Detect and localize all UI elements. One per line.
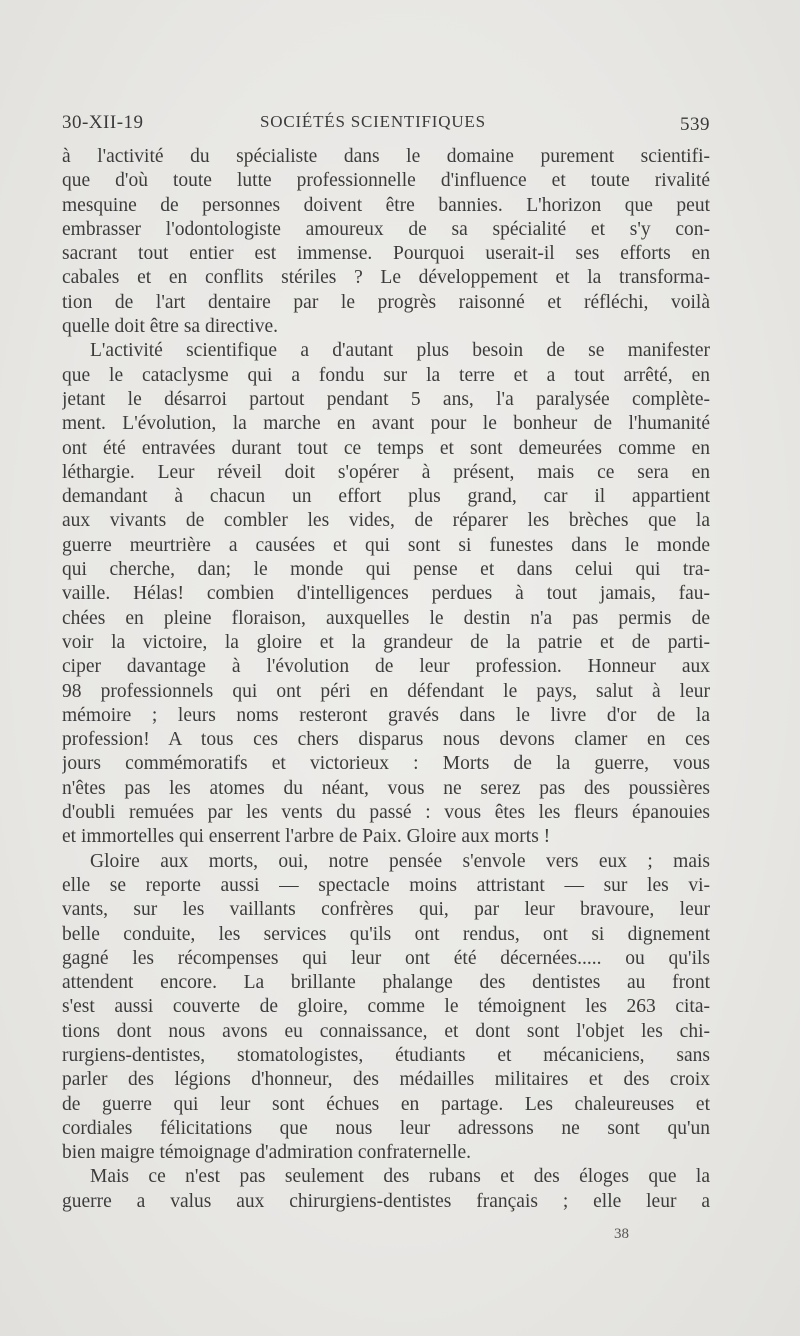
text-line: de guerre qui leur sont échues en partage. Les chaleureuses et [62,1093,710,1115]
signature-mark: 38 [614,1226,629,1242]
text-line: et immortelles qui enserrent l'arbre de Paix. Gloire aux morts ! [62,826,551,848]
text-line: Gloire aux morts, oui, notre pensée s'envole vers eux ; mais [90,850,710,872]
text-line: L'activité scientifique a d'autant plus besoin de se manifester [90,340,710,362]
header-title: SOCIÉTÉS SCIENTIFIQUES [260,112,486,131]
text-line: jetant le désarroi partout pendant 5 ans, l'a paralysée complète- [62,388,710,410]
text-line: gagné les récompenses qui leur ont été décernées..... ou qu'ils [62,947,710,969]
text-line: guerre meurtrière a causées et qui sont si funestes dans le monde [62,534,710,556]
text-line: ont été entravées durant tout ce temps et sont demeurées comme en [62,437,710,459]
text-line: quelle doit être sa directive. [62,316,279,338]
text-line: léthargie. Leur réveil doit s'opérer à présent, mais ce sera en [62,461,710,483]
text-line: vaille. Hélas! combien d'intelligences perdues à tout jamais, fau- [62,583,710,605]
text-line: que d'où toute lutte professionnelle d'influence et toute rivalité [62,170,710,192]
text-line: sacrant tout entier est immense. Pourquoi userait-il ses efforts en [62,243,710,265]
text-line: ment. L'évolution, la marche en avant pour le bonheur de l'humanité [62,413,710,435]
text-line: Mais ce n'est pas seulement des rubans et des éloges que la [90,1166,710,1188]
text-line: 98 professionnels qui ont péri en défendant le pays, salut à leur [62,680,710,702]
text-line: ciper davantage à l'évolution de leur profession. Honneur aux [62,656,710,678]
text-line: mesquine de personnes doivent être bannies. L'horizon que peut [62,194,710,216]
text-line: s'est aussi couverte de gloire, comme le témoignent les 263 cita- [62,996,710,1018]
text-line: elle se reporte aussi — spectacle moins attristant — sur les vi- [62,874,710,896]
text-line: cabales et en conflits stériles ? Le développement et la transforma- [62,267,710,289]
text-line: profession! A tous ces chers disparus nous devons clamer en ces [62,729,710,751]
text-line: embrasser l'odontologiste amoureux de sa spécialité et s'y con- [62,218,710,240]
text-line: n'êtes pas les atomes du néant, vous ne serez pas des poussières [62,777,710,799]
running-header [62,112,710,142]
header-date: 30-XII-19 [62,112,144,133]
text-line: rurgiens-dentistes, stomatologistes, étudiants et mécaniciens, sans [62,1044,710,1066]
text-line: demandant à chacun un effort plus grand, car il appartient [62,486,710,508]
text-line: mémoire ; leurs noms resteront gravés dans le livre d'or de la [62,704,710,726]
text-line: bien maigre témoignage d'admiration confraternelle. [62,1142,472,1164]
text-line: vants, sur les vaillants confrères qui, par leur bravoure, leur [62,899,710,921]
text-line: chées en pleine floraison, auxquelles le destin n'a pas permis de [62,607,710,629]
text-line: tion de l'art dentaire par le progrès raisonné et réfléchi, voilà [62,291,710,313]
text-line: belle conduite, les services qu'ils ont rendus, ont si dignement [62,923,710,945]
page-number: 539 [680,114,710,135]
text-line: voir la victoire, la gloire et la grandeur de la patrie et de parti- [62,631,710,653]
text-line: à l'activité du spécialiste dans le domaine purement scientifi- [62,146,710,167]
text-line: attendent encore. La brillante phalange des dentistes au front [62,972,710,994]
text-line: jours commémoratifs et victorieux : Morts de la guerre, vous [62,753,710,775]
text-line: guerre a valus aux chirurgiens-dentistes français ; elle leur a [62,1190,710,1212]
text-line: tions dont nous avons eu connaissance, et dont sont l'objet les chi- [62,1020,710,1042]
text-line: cordiales félicitations que nous leur adressons ne sont qu'un [62,1117,710,1139]
text-line: que le cataclysme qui a fondu sur la terre et a tout arrêté, en [62,364,710,386]
body-text [62,145,710,1214]
text-line: aux vivants de combler les vides, de réparer les brèches que la [62,510,710,532]
text-line: d'oubli remuées par les vents du passé : vous êtes les fleurs épanouies [62,802,710,824]
text-line: parler des légions d'honneur, des médailles militaires et des croix [62,1069,710,1091]
text-line: qui cherche, dan; le monde qui pense et dans celui qui tra- [62,559,710,581]
